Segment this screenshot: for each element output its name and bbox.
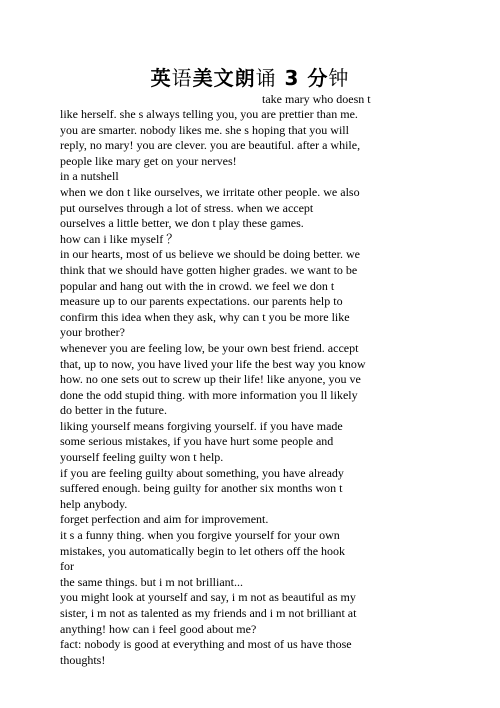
text-line: thoughts! xyxy=(60,652,106,667)
text-line: the same things. but i m not brilliant... xyxy=(60,574,243,589)
text-line: whenever you are feeling low, be your own best friend. accept xyxy=(60,340,359,355)
text-line: put ourselves through a lot of stress. when we accept xyxy=(60,200,314,215)
text-line: that, up to now, you have lived your life the best way you know xyxy=(60,356,366,371)
text-line: liking yourself means forgiving yourself. if you have made xyxy=(60,418,343,433)
text-line: think that we should have gotten higher grades. we want to be xyxy=(60,262,358,277)
text-line: people like mary get on your nerves! xyxy=(60,153,237,168)
text-line: how. no one sets out to screw up their life! like anyone, you ve xyxy=(60,372,361,387)
text-line: when we don t like ourselves, we irritate other people. we also xyxy=(60,184,360,199)
text-line: like herself. she s always telling you, you are prettier than me. xyxy=(60,107,358,121)
text-line: it s a funny thing. when you forgive yourself for your own xyxy=(60,528,340,543)
text-line: you are smarter. nobody likes me. she s hoping that you will xyxy=(60,122,349,137)
text-line: suffered enough. being guilty for another six months won t xyxy=(60,481,343,496)
text-line: in a nutshell xyxy=(60,169,119,184)
text-line: popular and hang out with the in crowd. we feel we don t xyxy=(60,278,335,293)
title-part: 美文朗 xyxy=(192,66,256,90)
text-line: your brother? xyxy=(60,325,125,340)
text-line: measure up to our parents expectations. our parents help to xyxy=(60,294,343,309)
text-line: you might look at yourself and say, i m not as beautiful as my xyxy=(60,590,356,605)
text-line: fact: nobody is good at everything and most of us have those xyxy=(60,637,352,652)
text-line: help anybody. xyxy=(60,496,128,511)
text-line: sister, i m not as talented as my friends and i m not brilliant at xyxy=(60,606,357,620)
title-part: 3 分 xyxy=(276,66,329,90)
text-line: if you are feeling guilty about something, you have already xyxy=(60,465,344,480)
title-part: 语 xyxy=(171,66,193,90)
text-line: done the odd stupid thing. with more information you ll likely xyxy=(60,387,358,402)
text-line: ourselves a little better, we don t play these games. xyxy=(60,216,304,231)
text-line: how can i like myself ？ xyxy=(60,231,179,246)
text-line: confirm this idea when they ask, why can t you be more like xyxy=(60,309,350,324)
title-part: 英 xyxy=(150,66,172,90)
body-text xyxy=(60,107,366,668)
text-line: do better in the future. xyxy=(60,403,167,418)
title-part: 诵 xyxy=(255,66,277,90)
text-line: for xyxy=(60,559,74,574)
text-line: some serious mistakes, if you have hurt some people and xyxy=(60,434,334,449)
text-line: in our hearts, most of us believe we should be doing better. we xyxy=(60,247,360,262)
text-line: mistakes, you automatically begin to let others off the hook xyxy=(60,543,346,558)
title-part: 钟 xyxy=(328,66,350,90)
text-line: reply, no mary! you are clever. you are beautiful. after a while, xyxy=(60,138,361,153)
document-title xyxy=(0,62,500,91)
text-line: yourself feeling guilty won t help. xyxy=(60,450,224,465)
text-line: anything! how can i feel good about me? xyxy=(60,621,257,636)
first-text-line: take mary who doesn t xyxy=(262,92,371,106)
text-line: forget perfection and aim for improvement. xyxy=(60,512,269,527)
